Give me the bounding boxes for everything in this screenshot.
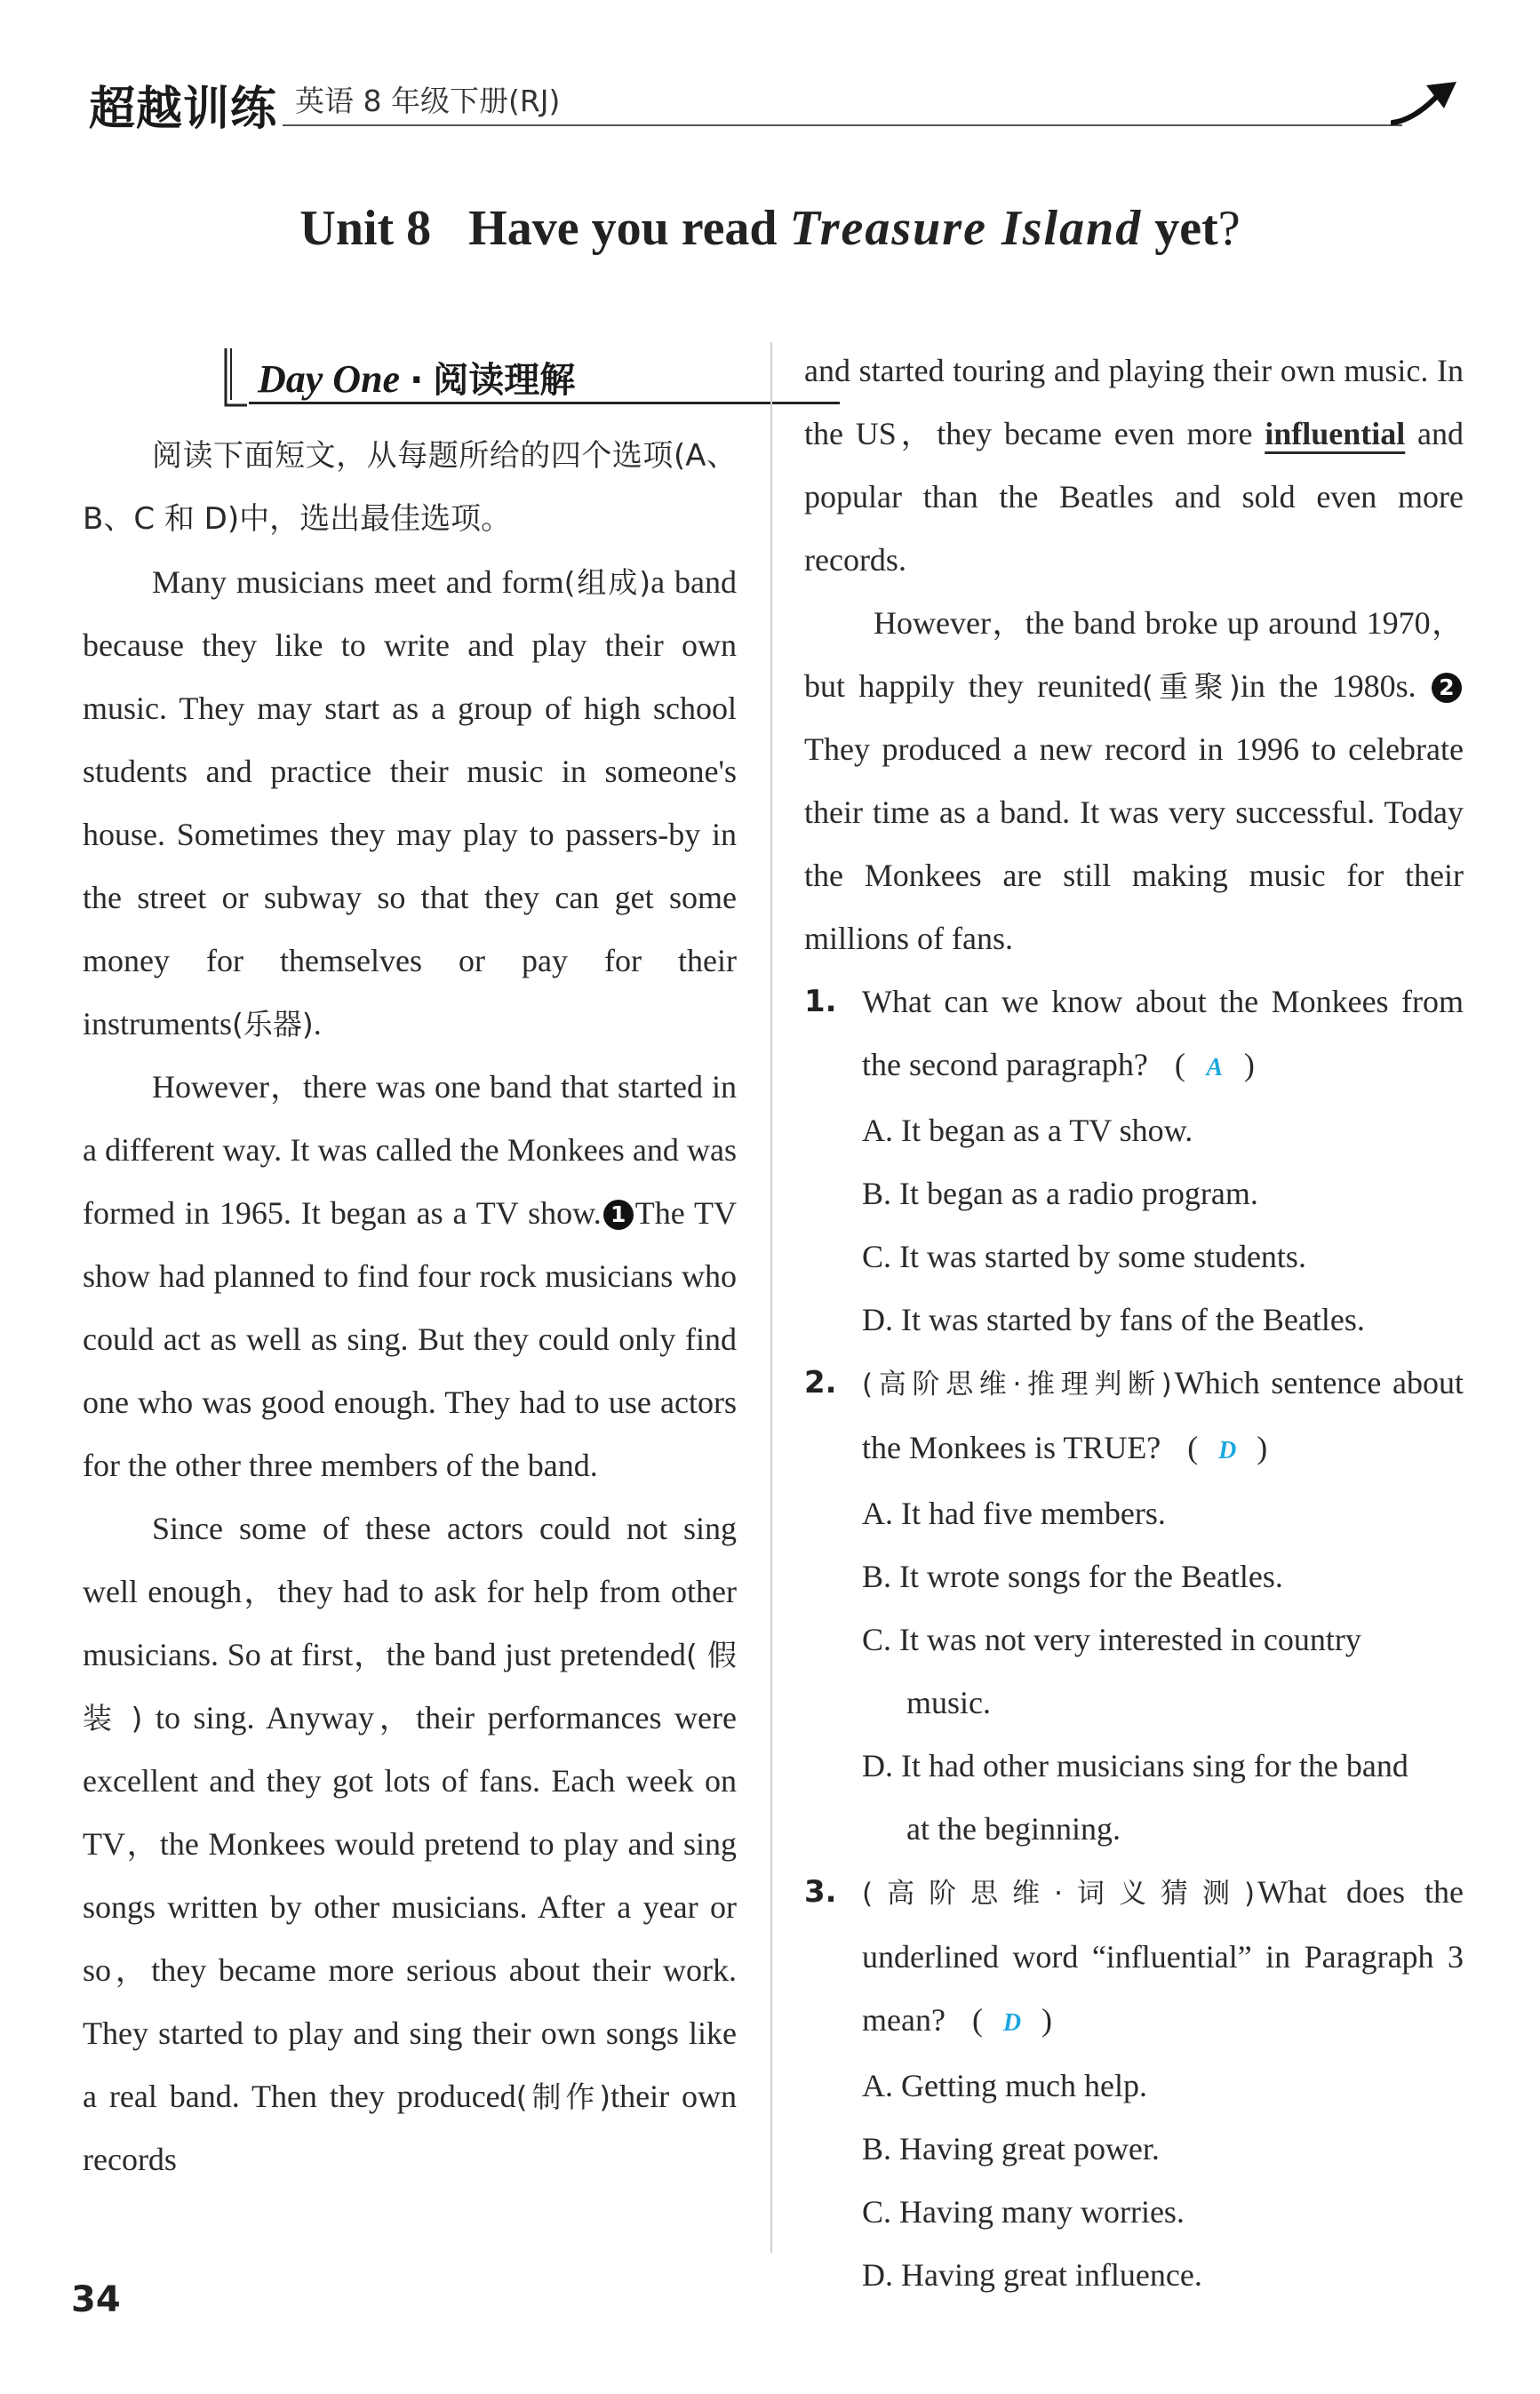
sentence-marker-2: 2 (1432, 673, 1462, 703)
book-title: Treasure Island (789, 201, 1143, 256)
question-number: 3. (804, 1874, 837, 1910)
answer-option[interactable]: B. It began as a radio program. (862, 1176, 1258, 1211)
passage-paragraph-1: Many musicians meet and form(组成)a band because they like to write and play their own music. They may start as a group of high school students and practice their music in someone's house. Sometimes they may play to passers-by in the street or subway so that they can get some money for themselves or pay for their instruments(乐器). (83, 564, 738, 1041)
question-number: 2. (804, 1365, 837, 1400)
sentence-marker-1: 1 (603, 1200, 634, 1230)
unit-title (0, 200, 1540, 257)
question-number: 1. (804, 984, 837, 1019)
passage-paragraph-3-continued: and started touring and playing their own music. In the US，they became even more influential and popular than the Beatles and sold even more records. (804, 353, 1464, 578)
section-title (258, 352, 575, 403)
answer-option[interactable]: B. It wrote songs for the Beatles. (862, 1559, 1283, 1594)
unit-title-end: yet (1154, 201, 1218, 256)
answer-option[interactable]: C. It was not very interested in country (862, 1622, 1361, 1657)
arrow-icon (1391, 76, 1462, 130)
answer-option[interactable]: C. Having many worries. (862, 2194, 1185, 2230)
day-label: Day One (258, 357, 401, 401)
question (804, 1861, 1464, 2055)
book-subtitle: 英语 8 年级下册(RJ) (295, 84, 561, 118)
column-divider (770, 342, 772, 2253)
answer-letter: D (1002, 2009, 1022, 2037)
answer-option[interactable]: A. It had five members. (862, 1496, 1166, 1531)
question (804, 1352, 1464, 1482)
section-name: 阅读理解 (433, 360, 576, 401)
page-number: 34 (71, 2279, 121, 2320)
answer-blank[interactable]: ( A ) (1175, 1033, 1255, 1099)
answer-letter: D (1218, 1437, 1237, 1464)
question-text: Which sentence about the Monkees is TRUE? (862, 1365, 1464, 1465)
underlined-word: influential (1265, 416, 1406, 451)
instructions: 阅读下面短文，从每题所给的四个选项(A、B、C 和 D)中，选出最佳选项。 (83, 438, 737, 537)
question-tag: (高阶思维·推理判断) (862, 1369, 1175, 1400)
question-text: What does the underlined word “influential” in Paragraph 3 mean? (862, 1874, 1464, 2038)
question (804, 970, 1464, 1099)
section-sep: · (410, 360, 424, 401)
option-continued: at the beginning. (906, 1811, 1121, 1847)
passage-paragraph-3: Since some of these actors could not sing well enough，they had to ask for help from other musicians. So at first，the band just pretended( 假 装 ) to sing. Anyway，their performances were excellent and they got lots of fans. Each week on TV，the Monkees would pretend to play and sing songs written by other musicians. After a year or so，they became more serious about their work. They started to play and sing their own songs like a real band. Then they produced(制作)their own records (83, 1511, 738, 2177)
passage-paragraph-2: However，there was one band that started in a different way. It was called the Monkees and was formed in 1965. It began as a TV show. 1 The TV show had planned to find four rock musicians who could act as well as sing. But they could only find one who was good enough. They had to use actors for the other three members of the band. (83, 1069, 737, 1483)
unit-title-qmark: ? (1217, 201, 1241, 256)
bracket-icon (222, 347, 249, 409)
answer-option[interactable]: B. Having great power. (862, 2131, 1160, 2167)
right-column (804, 339, 1464, 2307)
question-tag: (高阶思维·词义猜测) (862, 1878, 1258, 1910)
answer-option[interactable]: D. It had other musicians sing for the band (862, 1748, 1408, 1784)
question-text: What can we know about the Monkees from the second paragraph? (862, 984, 1464, 1082)
unit-title-start: Have you read (468, 201, 778, 256)
answer-blank[interactable]: ( D ) (972, 1989, 1052, 2055)
answer-option[interactable]: A. It began as a TV show. (862, 1113, 1193, 1148)
answer-option[interactable]: D. It was started by fans of the Beatles. (862, 1302, 1365, 1337)
header-rule (283, 124, 1402, 126)
answer-option[interactable]: A. Getting much help. (862, 2068, 1147, 2103)
left-column (83, 425, 737, 2191)
section-underline (249, 402, 840, 404)
answer-letter: A (1206, 1054, 1224, 1081)
series-brand: 超越训练 (89, 83, 278, 136)
answer-blank[interactable]: ( D ) (1187, 1416, 1267, 1482)
answer-option[interactable]: C. It was started by some students. (862, 1239, 1306, 1274)
unit-number: Unit 8 (299, 201, 432, 256)
passage-paragraph-4: However，the band broke up around 1970，but happily they reunited(重聚)in the 1980s. 2They produced a new record in 1996 to celebrate their time as a band. It was very successful. Today the Monkees are still making music for their millions of fans. (804, 605, 1464, 956)
answer-option[interactable]: D. Having great influence. (862, 2257, 1202, 2293)
option-continued: music. (906, 1685, 991, 1720)
